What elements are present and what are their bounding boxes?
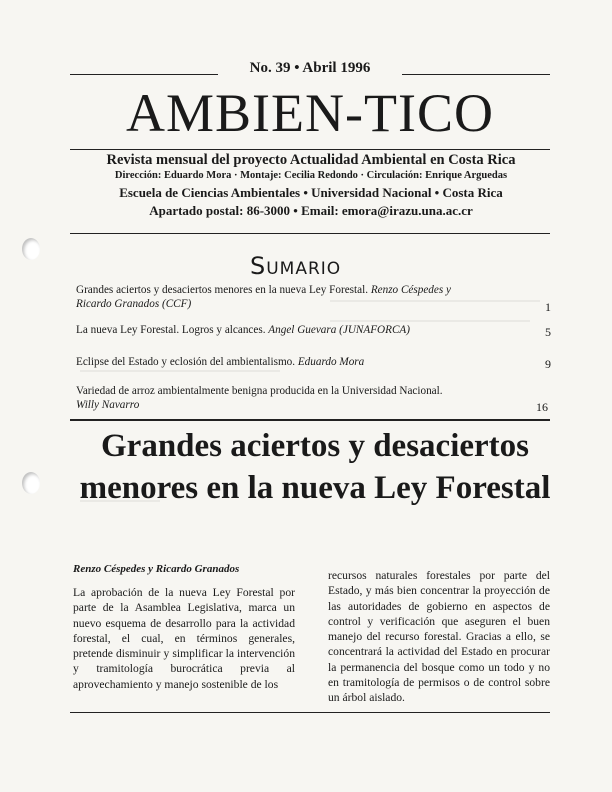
toc-item-author: Willy Navarro xyxy=(76,399,140,411)
magazine-title: AMBIEN-TICO xyxy=(126,83,494,143)
issue-line: No. 39 • Abril 1996 xyxy=(249,60,371,76)
toc-bottom-rule xyxy=(70,419,550,421)
magazine-subtitle: Revista mensual del proyecto Actualidad Ambiental en Costa Rica xyxy=(106,152,516,168)
toc-item-title: Eclipse del Estado y eclosión del ambientalismo. xyxy=(76,356,296,368)
toc-item-author: Eduardo Mora xyxy=(297,356,365,368)
title-underline xyxy=(70,149,550,150)
article-bottom-rule xyxy=(70,712,550,713)
masthead-rule-left xyxy=(70,74,218,75)
contact-line: Apartado postal: 86-3000 • Email: emora@irazu.una.ac.cr xyxy=(149,203,473,218)
toc-item-title: La nueva Ley Forestal. Logros y alcances. xyxy=(76,324,266,336)
toc-item-page: 9 xyxy=(545,357,551,371)
toc-item-author: Renzo Céspedes y Ricardo Granados (CCF) xyxy=(76,284,451,310)
staff-line: Dirección: Eduardo Mora · Montaje: Cecilia Redondo · Circulación: Enrique Arguedas xyxy=(114,170,508,181)
sumario-heading xyxy=(250,252,341,280)
article-headline: Grandes aciertos y desaciertos menores en la nueva Ley Forestal xyxy=(79,428,551,506)
toc-item-page: 16 xyxy=(536,400,548,414)
binder-hole-top xyxy=(22,238,40,260)
article-column-1: La aprobación de la nueva Ley Forestal por parte de la Asamblea Legislativa, marca un nuevo esquema de desarrollo para la actividad forestal, el cual, en términos generales, pretende disminuir y simplificar la intervención y tramitología burocrática previa al aprovechamiento y manejo sostenible de los xyxy=(73,586,295,691)
article-byline: Renzo Céspedes y Ricardo Granados xyxy=(73,563,240,575)
toc-item-page: 5 xyxy=(545,325,551,339)
masthead-rule-right xyxy=(402,74,550,75)
toc-item-page: 1 xyxy=(545,300,551,314)
binder-hole-bottom xyxy=(22,472,40,494)
school-line: Escuela de Ciencias Ambientales • Universidad Nacional • Costa Rica xyxy=(119,185,503,200)
toc-item xyxy=(76,384,496,412)
toc-item-title: Variedad de arroz ambientalmente benigna producida en la Universidad Nacional. xyxy=(76,385,443,397)
article-column-2: recursos naturales forestales por parte del Estado, y más bien concentrar la proyección de las autoridades de gobierno en aspectos de control y verificación que aseguren el buen manejo del recurso forestal. Gracias a ello, se concentrará la actividad del Estado en procurar la permanencia del bosque como un todo y no en tramitología de permisos o de control sobre un árbol aislado. xyxy=(328,569,550,705)
toc-item-title: Grandes aciertos y desaciertos menores en la nueva Ley Forestal. xyxy=(76,284,369,296)
sumario-heading-text: Sumario xyxy=(250,252,342,280)
masthead-bottom-rule xyxy=(70,233,550,234)
bleed-through-mark xyxy=(330,320,530,322)
bleed-through-mark xyxy=(80,370,280,372)
toc-item xyxy=(76,355,536,369)
toc-item xyxy=(76,323,536,337)
toc-item xyxy=(76,283,476,311)
toc-item-author: Angel Guevara (JUNAFORCA) xyxy=(268,324,410,336)
